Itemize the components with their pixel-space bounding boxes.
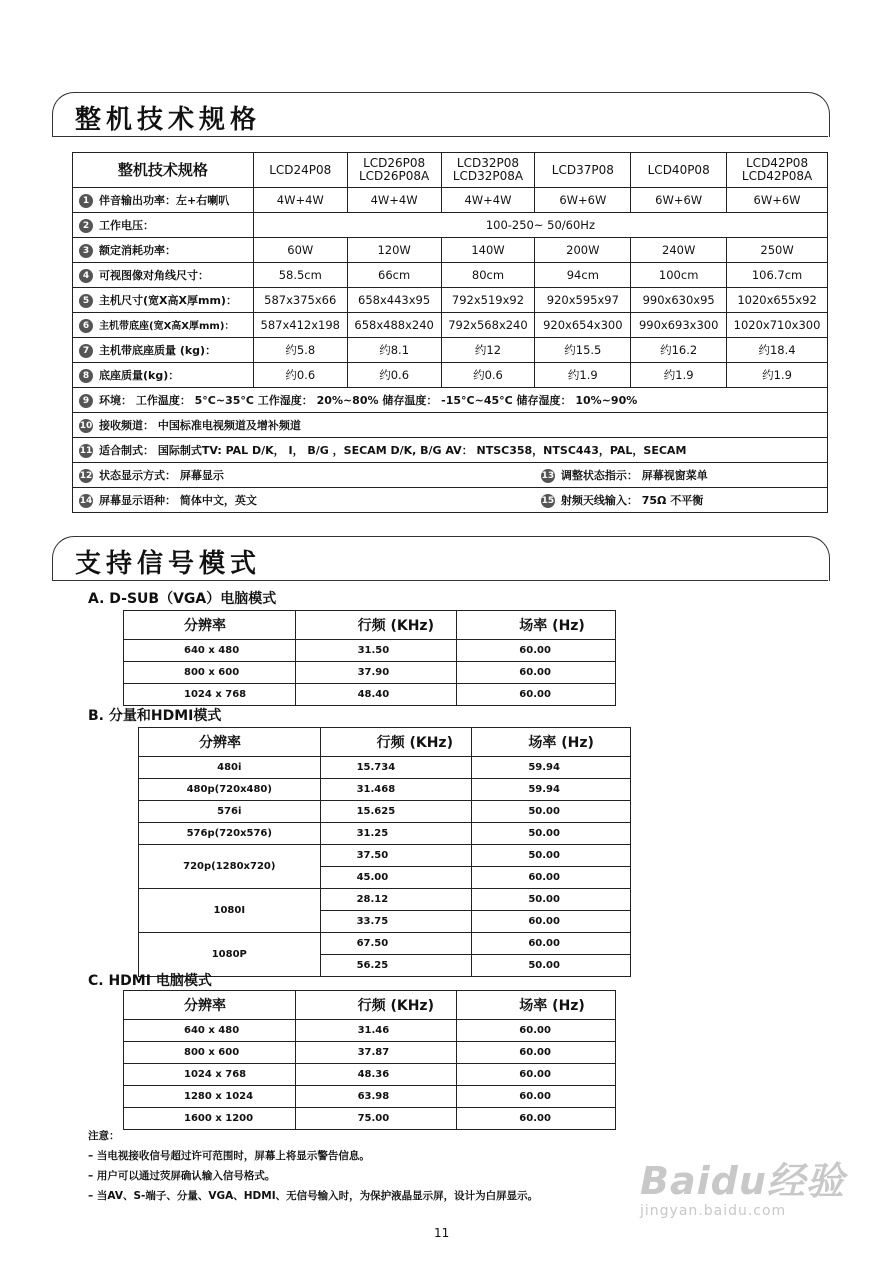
section-title: 整机技术规格 (75, 105, 262, 135)
table-c-heading: C. HDMI 电脑模式 (88, 973, 212, 989)
number-badge: 12 (79, 471, 93, 481)
table-row: 640 x 480 31.46 60.00 (124, 1020, 616, 1042)
spec-corner-header: 整机技术规格 (73, 153, 254, 188)
spec-wide-row: 10 接收频道： 中国标准电视频道及增补频道 (73, 413, 828, 438)
number-badge: 13 (541, 471, 555, 481)
spec-row: 4 可视图像对角线尺寸： 58.5cm 66cm 80cm 94cm 100cm 106.7cm (73, 263, 828, 288)
spec-row: 2 工作电压： 100-250~ 50/60Hz (73, 213, 828, 238)
model-header: LCD32P08 LCD32P08A (441, 153, 535, 188)
table-b-heading: B. 分量和HDMI模式 (88, 708, 222, 724)
table-row: 56.25 50.00 (139, 955, 631, 977)
section-header-signals (52, 536, 830, 581)
watermark-brand: Baidu经验 (640, 1159, 845, 1203)
table-row: 1080P 67.50 60.00 (139, 933, 631, 955)
spec-row: 5 主机尺寸(宽X高X厚mm)： 587x375x66 658x443x95 792x519x92 920x595x97 990x630x95 1020x655x92 (73, 288, 828, 313)
number-badge: 3 (79, 244, 93, 258)
number-badge: 6 (79, 319, 93, 333)
model-header: LCD24P08 (253, 153, 347, 188)
table-row: 1600 x 1200 75.00 60.00 (124, 1108, 616, 1130)
table-row: 1024 x 768 48.36 60.00 (124, 1064, 616, 1086)
table-row: 480p(720x480) 31.468 59.94 (139, 779, 631, 801)
spec-table (72, 152, 828, 513)
spec-row: 1 伴音输出功率：左+右喇叭 4W+4W 4W+4W 4W+4W 6W+6W 6W+6W 6W+6W (73, 188, 828, 213)
table-row: 576i 15.625 50.00 (139, 801, 631, 823)
notes-title: 注意： (88, 1130, 120, 1142)
model-header: LCD37P08 (535, 153, 631, 188)
number-badge: 2 (79, 219, 93, 233)
number-badge: 14 (79, 496, 93, 506)
number-badge: 9 (79, 394, 93, 408)
divider (52, 136, 828, 137)
note-line: – 当AV、S-端子、分量、VGA、HDMI、无信号输入时，为保护液晶显示屏，设计为白屏显示。 (88, 1190, 539, 1202)
table-row: 1280 x 1024 63.98 60.00 (124, 1086, 616, 1108)
model-header: LCD40P08 (631, 153, 727, 188)
table-a: 分辨率 行频 (KHz) 场率 (Hz) 640 x 480 31.50 60.00 800 x 600 37.90 60.00 1024 x 768 48.40 60.00 (123, 610, 616, 706)
table-b: 分辨率 行频 (KHz) 场率 (Hz) 480i 15.734 59.94 480p(720x480) 31.468 59.94 576i 15.625 50.00 576p(720x576) 31.25 50.00 720p(1280x720) 37.50 50.00 45.00 60.00 1080I 28.12 50.00 33.75 60.00 1080P 67.50 60.00 56.25 50.00 (138, 727, 631, 977)
section-header-specs (52, 92, 830, 137)
table-row: 640 x 480 31.50 60.00 (124, 640, 616, 662)
number-badge: 1 (79, 194, 93, 208)
table-row: 576p(720x576) 31.25 50.00 (139, 823, 631, 845)
watermark-url: jingyan.baidu.com (640, 1203, 787, 1219)
table-c: 分辨率 行频 (KHz) 场率 (Hz) 640 x 480 31.46 60.00 800 x 600 37.87 60.00 1024 x 768 48.36 60.00 1280 x 1024 63.98 60.00 1600 x 1200 75.00 60.00 (123, 990, 616, 1130)
spec-row: 6 主机带底座(宽X高X厚mm)： 587x412x198 658x488x240 792x568x240 920x654x300 990x693x300 1020x710x300 (73, 313, 828, 338)
table-row: 33.75 60.00 (139, 911, 631, 933)
number-badge: 11 (79, 446, 93, 456)
table-row: 720p(1280x720) 37.50 50.00 (139, 845, 631, 867)
spec-wide-row: 11 适合制式： 国际制式TV: PAL D/K， I， B/G ，SECAM D/K, B/G AV： NTSC358，NTSC443，PAL，SECAM (73, 438, 828, 463)
table-row: 1024 x 768 48.40 60.00 (124, 684, 616, 706)
number-badge: 4 (79, 269, 93, 283)
spec-wide-row: 9 环境： 工作温度： 5°C~35°C 工作湿度： 20%~80% 储存温度： -15°C~45°C 储存湿度： 10%~90% (73, 388, 828, 413)
number-badge: 8 (79, 369, 93, 383)
spec-row: 7 主机带底座质量 (kg)： 约5.8 约8.1 约12 约15.5 约16.2 约18.4 (73, 338, 828, 363)
spec-row: 8 底座质量(kg)： 约0.6 约0.6 约0.6 约1.9 约1.9 约1.9 (73, 363, 828, 388)
number-badge: 10 (79, 421, 93, 431)
page-number: 11 (434, 1226, 450, 1240)
spec-pair-row: 12 状态显示方式： 屏幕显示 13 调整状态指示： 屏幕视窗菜单 (73, 463, 828, 488)
table-row: 800 x 600 37.87 60.00 (124, 1042, 616, 1064)
section-title: 支持信号模式 (75, 549, 262, 579)
table-row: 45.00 60.00 (139, 867, 631, 889)
watermark (640, 1150, 845, 1219)
divider (52, 580, 828, 581)
spec-pair-row: 14 屏幕显示语种： 简体中文，英文 15 射频天线输入： 75Ω 不平衡 (73, 488, 828, 513)
table-a-heading: A. D-SUB（VGA）电脑模式 (88, 591, 277, 607)
table-row: 1080I 28.12 50.00 (139, 889, 631, 911)
spec-row: 3 额定消耗功率： 60W 120W 140W 200W 240W 250W (73, 238, 828, 263)
table-row: 800 x 600 37.90 60.00 (124, 662, 616, 684)
note-line: – 当电视接收信号超过许可范围时，屏幕上将显示警告信息。 (88, 1150, 370, 1162)
table-row: 480i 15.734 59.94 (139, 757, 631, 779)
number-badge: 15 (541, 496, 555, 506)
number-badge: 5 (79, 294, 93, 308)
note-line: – 用户可以通过荧屏确认输入信号格式。 (88, 1170, 276, 1182)
model-header: LCD42P08 LCD42P08A (727, 153, 828, 188)
model-header: LCD26P08 LCD26P08A (347, 153, 441, 188)
number-badge: 7 (79, 344, 93, 358)
